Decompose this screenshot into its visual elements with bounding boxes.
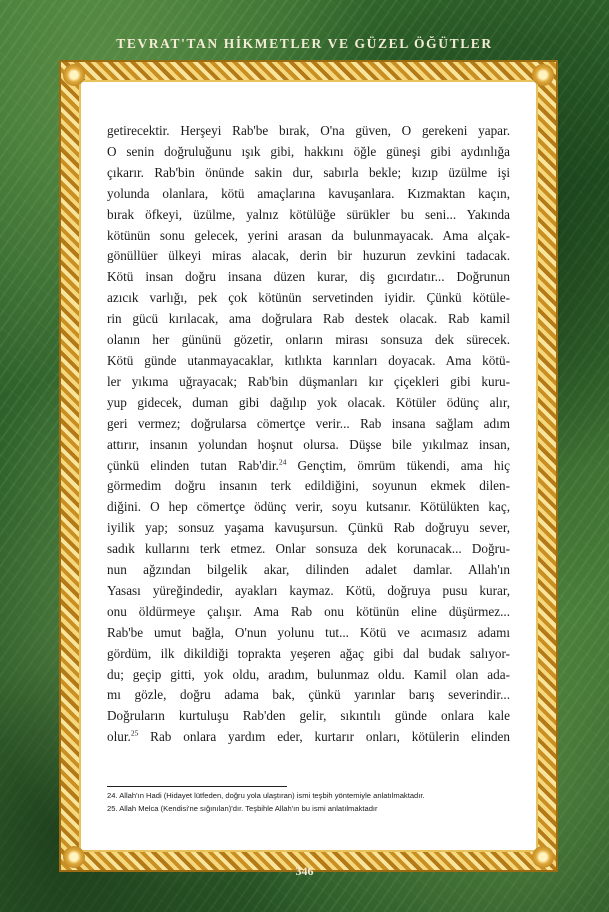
body-line: du; geçip gitti, yok oldu, aradım, bulunmaz oldu. Kamil olan ada- xyxy=(107,666,510,682)
body-line: sadık kullarını terk etmez. Onlar sonsuza dek korunacak... Doğru- xyxy=(107,541,510,557)
body-line: bırak öfkeyi, üzülme, yalnız kötülüğe sürükler bu seni... Yakında xyxy=(107,206,510,222)
footnotes xyxy=(107,790,517,815)
body-line: diğini. O hep cömertçe ödünç verir, soyu kutsanır. Kötülükten kaç, xyxy=(107,499,510,515)
footnote-25: 25. Allah Melca (Kendisi'ne sığınılan)'dır. Teşbihle Allah'ın bu ismi anlatılmaktadır xyxy=(107,803,378,813)
body-line: Kötü insan doğru insana düzen kurar, diş gıcırdatır... Doğrunun xyxy=(107,269,510,285)
body-line: rin gücü kırılacak, ama doğrulara Rab destek olacak. Rab kamil xyxy=(107,311,510,327)
body-line: çıkarır. Rab'bin önünde sakin dur, sabırla bekle; kızıp üzülme işi xyxy=(107,164,510,180)
body-line: ler yıkıma uğrayacak; Rab'bin düşmanları kır çiçekleri gibi kuru- xyxy=(107,373,510,389)
body-line: çünkü elinden tutan Rab'dir.$^{24}$ Gençtim, ömrüm tükendi, ama hiç xyxy=(107,457,511,473)
body-line: mı gözle, doğru adama bak, çünkü yarınlar barış severindir... xyxy=(107,687,510,703)
body-line: olur.$^{25}$ Rab onlara yardım eder, kurtarır onları, kötülerin elinden xyxy=(107,728,511,745)
body-line: nun ağzından bilgelik akar, dilinden adalet damlar. Allah'ın xyxy=(107,562,510,578)
footnote-ref-25[interactable]: 25 xyxy=(130,728,139,738)
body-line: iyilik yap; sonsuz yaşama kavuşursun. Çünkü Rab doğruyu sever, xyxy=(107,520,510,536)
body-line: getirecektir. Herşeyi Rab'be bırak, O'na güven, O gerekeni yapar. xyxy=(107,123,510,138)
body-line: Doğruların kurtuluşu Rab'den gelir, sıkıntılı günde onlara kale xyxy=(107,708,510,724)
footnote-24: 24. Allah'ın Hadi (Hidayet lütfeden, doğru yola ulaştıran) ismi teşbih yöntemiyle anlatılmaktadır. xyxy=(107,791,425,800)
body-line: azıcık varlığı, pek çok kötünün servetinden iyidir. Çünkü kötüle- xyxy=(107,290,510,306)
running-header: TEVRAT'TAN HİKMETLER VE GÜZEL ÖĞÜTLER xyxy=(116,36,493,51)
body-line: onu öldürmeye çalışır. Ama Rab onu kötünün eline düşürmez... xyxy=(107,603,510,619)
frame-corner-ornament xyxy=(63,64,85,86)
body-line: yup gidecek, duman gibi dağılıp yok olacak. Kötüler ödünç alır, xyxy=(107,394,510,410)
body-line: Yasası yüreğindedir, ayakları kaymaz. Kötü, doğruya pusu kurar, xyxy=(107,582,510,598)
body-line: görmedim doğru insanın terk edildiğini, soyunun ekmek dilen- xyxy=(107,478,510,494)
frame-corner-ornament xyxy=(532,64,554,86)
body-line: yolunda olanlara, kötü amaçlarına kavuşanlara. Kızmaktan kaçın, xyxy=(107,185,510,201)
body-line: olanın her gününü gözetir, onların mirası sonsuza dek sürecek. xyxy=(107,332,510,348)
body-line: gördüm, ilk dikildiği toprakta yeşeren ağaç gibi dal budak salıyor- xyxy=(107,645,510,661)
body-line: gönüllüer ülkeyi miras alacak, derin bir huzurun zevkini tadacak. xyxy=(107,248,510,264)
body-line: kötünün sonu gelecek, yerini arasan da bulunmayacak. Ama alçak- xyxy=(107,227,510,243)
footnote-divider xyxy=(107,786,287,787)
body-line: Kötü günde utanmayacaklar, kıtlıkta karınları doyacak. Ama kötü- xyxy=(107,352,510,368)
page-body xyxy=(107,121,510,748)
body-line: geri vermez; doğrularsa cömertçe verir... Rab insana sağlam adım xyxy=(107,415,510,431)
body-line: O senin doğruluğunu ışık gibi, hakkını öğle güneşi gibi aydınlığa xyxy=(107,143,510,159)
body-line: Rab'be umut bağla, O'nun yolunu tut... Kötü ve acımasız adamı xyxy=(107,624,510,640)
page-number: 346 xyxy=(295,864,314,878)
footnote-ref-24[interactable]: 24 xyxy=(278,457,287,467)
body-line: attırır, insanın yolundan hoşnut olursa. Düşse bile yıkılmaz insan, xyxy=(107,436,510,452)
